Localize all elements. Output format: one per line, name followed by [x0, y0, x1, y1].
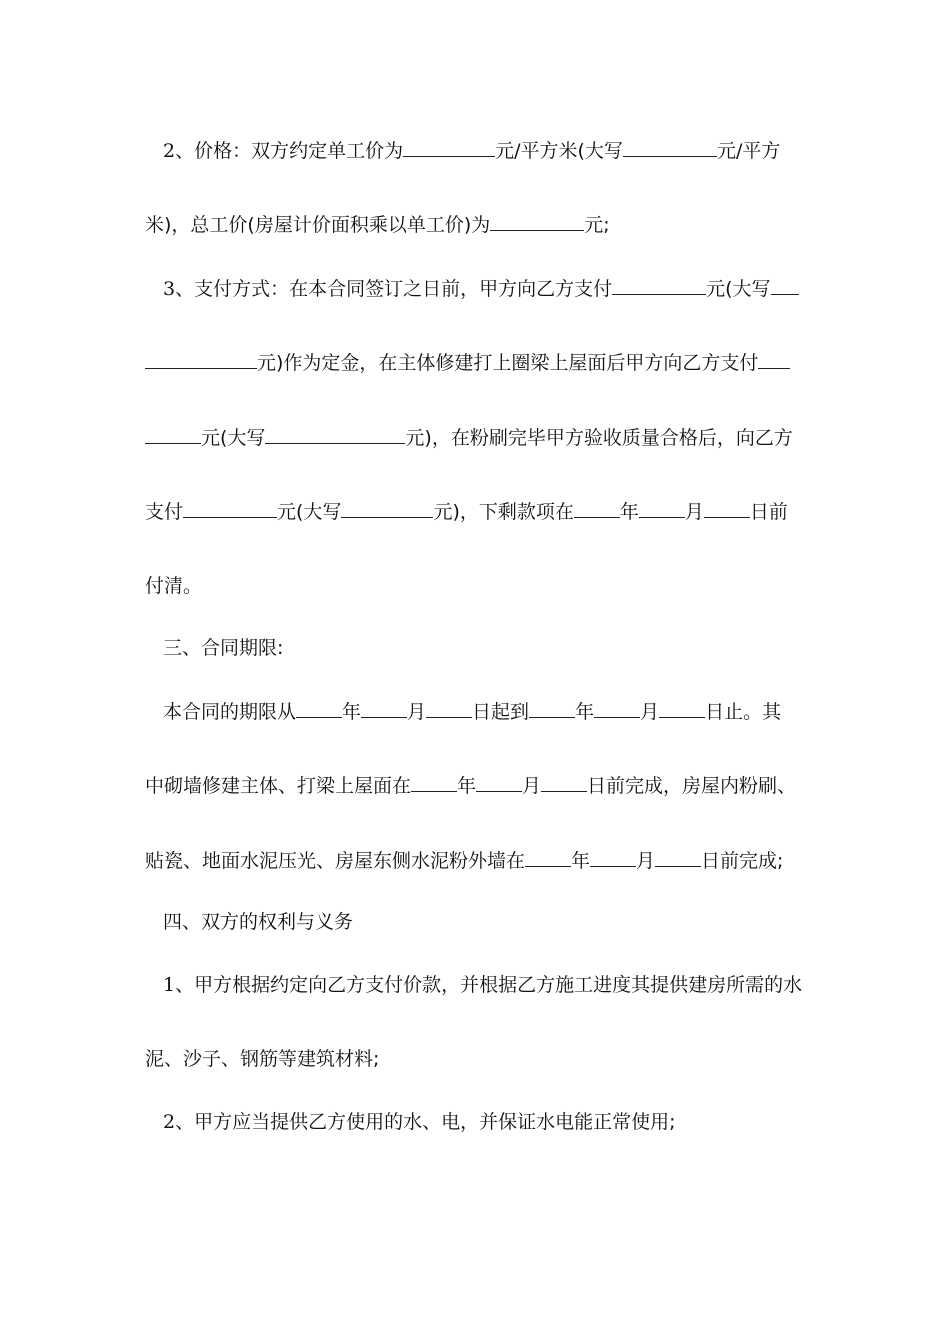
blank-field — [771, 276, 799, 295]
price-clause-line-1: 2、价格：双方约定单工价为 元/平方米(大写 元/平方 — [163, 140, 781, 162]
clause-number: 2 — [163, 140, 176, 162]
price-clause-line-2: 米)，总工价(房屋计价面积乘以单工价)为 元; — [145, 214, 610, 236]
blank-field — [574, 499, 620, 518]
term-clause-line-2: 中砌墙修建主体、打梁上屋面在 年 月 日前完成，房屋内粉刷、 — [145, 775, 797, 797]
blank-field — [145, 425, 201, 444]
blank-field — [403, 138, 495, 157]
blank-field — [659, 699, 705, 718]
blank-field — [529, 699, 575, 718]
payment-clause-line-2: 元)作为定金，在主体修建打上圈梁上屋面后甲方向乙方支付 — [145, 350, 807, 375]
blank-field — [541, 773, 587, 792]
blank-field — [623, 138, 717, 157]
section-heading-rights: 四、双方的权利与义务 — [163, 911, 354, 933]
blank-field — [411, 773, 457, 792]
section-heading-term: 三、合同期限: — [163, 637, 284, 659]
blank-field — [490, 212, 584, 231]
clause-number: 3 — [163, 278, 176, 300]
blank-field — [426, 699, 472, 718]
blank-field — [145, 350, 257, 369]
blank-field — [594, 699, 640, 718]
blank-field — [612, 276, 706, 295]
blank-field — [655, 848, 701, 867]
blank-field — [183, 499, 277, 518]
blank-field — [476, 773, 522, 792]
payment-clause-line-3: 元(大写 元)，在粉刷完毕甲方验收质量合格后，向乙方 — [145, 425, 807, 450]
payment-clause-line-5: 付清。 — [145, 575, 203, 597]
rights-clause-1-line-1: 1、甲方根据约定向乙方支付价款，并根据乙方施工进度其提供建房所需的水 — [163, 974, 803, 996]
blank-field — [704, 499, 750, 518]
clause-number: 1 — [163, 974, 176, 996]
blank-field — [590, 848, 636, 867]
rights-clause-2: 2、甲方应当提供乙方使用的水、电，并保证水电能正常使用; — [163, 1111, 676, 1133]
blank-field — [265, 425, 405, 444]
payment-clause-line-1: 3、支付方式：在本合同签订之日前，甲方向乙方支付 元(大写 — [163, 276, 807, 301]
blank-field — [296, 699, 342, 718]
term-clause-line-3: 贴瓷、地面水泥压光、房屋东侧水泥粉外墙在 年 月 日前完成; — [145, 850, 784, 872]
blank-field — [639, 499, 685, 518]
blank-field — [525, 848, 571, 867]
blank-field — [758, 350, 790, 369]
blank-field — [341, 499, 433, 518]
clause-number: 2 — [163, 1111, 176, 1133]
rights-clause-1-line-2: 泥、沙子、钢筋等建筑材料; — [145, 1048, 380, 1070]
payment-clause-line-4: 支付 元(大写 元)，下剩款项在 年 月 日前 — [145, 501, 788, 523]
term-clause-line-1: 本合同的期限从 年 月 日起到 年 月 日止。其 — [163, 701, 782, 723]
blank-field — [361, 699, 407, 718]
